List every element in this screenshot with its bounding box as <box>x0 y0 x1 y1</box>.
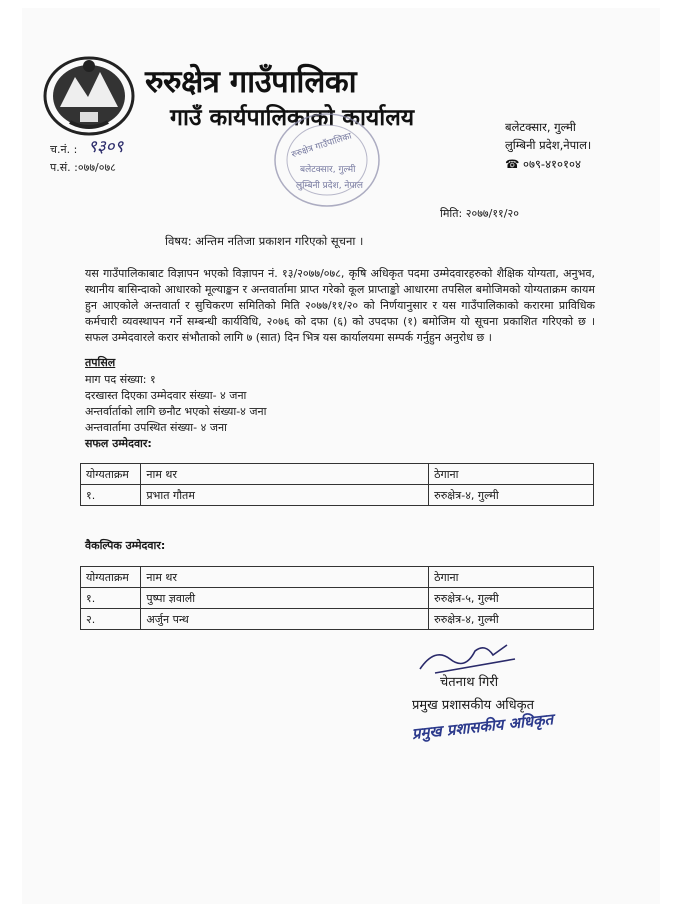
details-heading: तपसिल <box>85 356 116 369</box>
address-cell: रुरुक्षेत्र-४, गुल्मी <box>429 485 594 506</box>
column-header: नाम थर <box>141 464 429 485</box>
office-subtitle: गाउँ कार्यपालिकाको कार्यालय <box>170 105 415 131</box>
table-row <box>81 588 594 609</box>
column-header: नाम थर <box>141 567 429 588</box>
alternate-candidates-table <box>80 566 594 630</box>
name-cell: प्रभात गौतम <box>141 485 429 506</box>
table-header-row <box>81 464 594 485</box>
stamp-seal-icon <box>272 110 382 210</box>
stamp-line-2: बलेटक्सार, गुल्मी <box>300 165 356 175</box>
column-header: योग्यताक्रम <box>81 567 141 588</box>
rank-cell: २. <box>81 609 141 630</box>
column-header: योग्यताक्रम <box>81 464 141 485</box>
address-cell: रुरुक्षेत्र-५, गुल्मी <box>429 588 594 609</box>
phone-number: ☎ ०७९-४१०१०४ <box>505 157 581 171</box>
name-cell: अर्जुन पन्थ <box>141 609 429 630</box>
successful-heading: सफल उम्मेदवार: <box>85 437 152 450</box>
notice-subject: विषय: अन्तिम नतिजा प्रकाशन गरिएको सूचना । <box>165 234 364 248</box>
reference-number: ९३०९ <box>88 137 124 157</box>
detail-item: अन्तर्वार्ताको लागि छनौट भएको संख्या-४ जना <box>85 405 267 418</box>
notice-body: यस गाउँपालिकाबाट विज्ञापन भएको विज्ञापन नं. १३/२०७७/०७८, कृषि अधिकृत पदमा उम्मेदवारहरुको शैक्षिक योग्यता, अनुभव, स्थानीय बासिन्दाको आधारको मूल्याङ्कन र अन्तवार्तामा प्राप्त गरेको कूल प्राप्ताङ्को आधारमा तपसिल बमोजिमको योग्यताक्रम कायम हुन आएकोले अन्तवार्ता र सुचिकरण समितिको मिति २०७७/११/२० को निर्णयानुसार र यस गाउँपालिकाको करारमा प्राविधिक कर्मचारी व्यवस्थापन गर्ने सम्बन्धी कार्यविधि, २०७६ को दफा (६) को उपदफा (१) बमोजिम यो सूचना प्रकाशित गरिएको छ । सफल उम्मेदवारले करार संभौताको लागि ७ (सात) दिन भित्र यस कार्यालयमा सम्पर्क गर्नुहुन अनुरोध छ । <box>85 267 595 344</box>
detail-item: दरखास्त दिएका उम्मेदवार संख्या- ४ जना <box>85 389 247 402</box>
address-line-2: लुम्बिनी प्रदेश,नेपाल। <box>505 138 592 152</box>
municipality-title: रुरुक्षेत्र गाउँपालिका <box>145 64 357 100</box>
table-row <box>81 609 594 630</box>
reference-label: च.नं. : <box>50 143 78 156</box>
stamp-line-3: लुम्बिनी प्रदेश, नेपाल <box>296 181 363 191</box>
detail-item: माग पद संख्या: १ <box>85 373 156 386</box>
successful-candidates-table <box>80 463 594 506</box>
column-header: ठेगाना <box>429 567 594 588</box>
rank-cell: १. <box>81 588 141 609</box>
detail-item: अन्तवार्तामा उपस्थित संख्या- ४ जना <box>85 421 227 434</box>
column-header: ठेगाना <box>429 464 594 485</box>
notice-date: मिति: २०७७/११/२० <box>440 207 519 220</box>
designation-stamp: प्रमुख प्रशासकीय अधिकृत <box>411 710 554 743</box>
name-cell: पुष्पा ज्ञवाली <box>141 588 429 609</box>
address-line-1: बलेटक्सार, गुल्मी <box>505 120 576 134</box>
signatory-name: चेतनाथ गिरी <box>440 675 499 690</box>
fiscal-year: प.सं. :०७७/०७८ <box>50 161 116 174</box>
address-cell: रुरुक्षेत्र-४, गुल्मी <box>429 609 594 630</box>
office-stamp <box>272 110 382 210</box>
government-emblem-icon <box>40 52 138 138</box>
stamp-line-1: रुरुक्षेत्र गाउँपालिका <box>290 131 353 161</box>
alternate-heading: वैकल्पिक उम्मेदवार: <box>85 539 166 552</box>
signature-scribble-icon <box>415 637 525 677</box>
table-header-row <box>81 567 594 588</box>
rank-cell: १. <box>81 485 141 506</box>
signatory-title: प्रमुख प्रशासकीय अधिकृत <box>412 698 535 713</box>
table-row <box>81 485 594 506</box>
